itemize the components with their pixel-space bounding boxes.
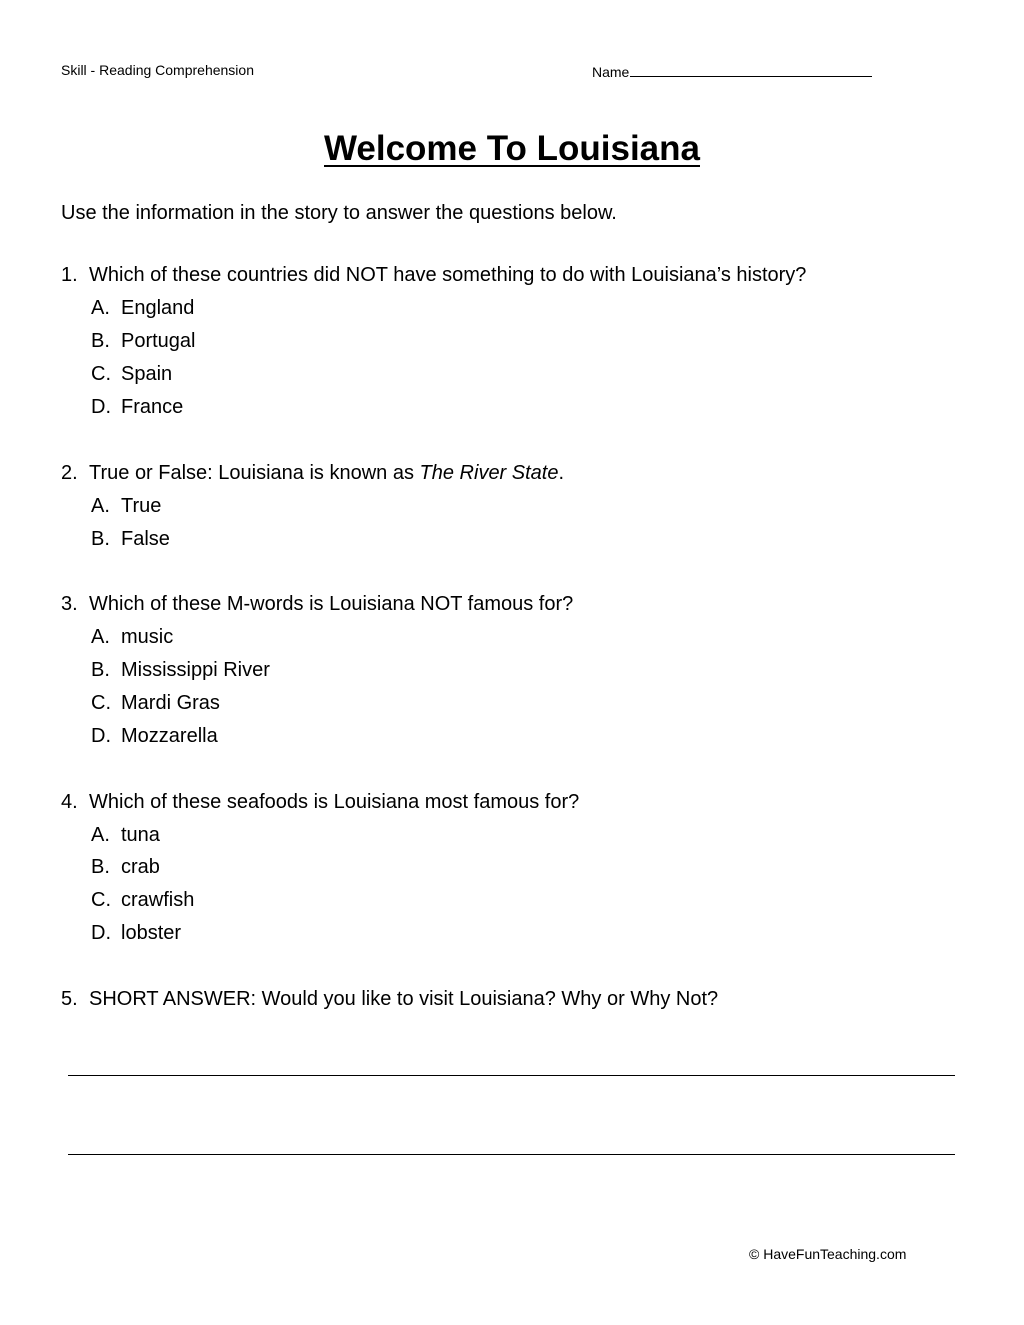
question-text: SHORT ANSWER: Would you like to visit Louisiana? Why or Why Not?	[89, 988, 719, 1010]
option-letter: D.	[91, 725, 111, 747]
question-number: 4.	[61, 791, 78, 813]
question-text: Which of these seafoods is Louisiana most famous for?	[89, 791, 580, 813]
option-text: Mississippi River	[121, 659, 270, 681]
question-text-italic: The River State	[419, 462, 559, 484]
answer-line[interactable]	[68, 1154, 955, 1155]
option	[91, 330, 196, 353]
option-text: music	[121, 626, 174, 648]
option-letter: A.	[91, 495, 110, 517]
question-text: Which of these M-words is Louisiana NOT famous for?	[89, 593, 574, 615]
option	[91, 856, 160, 879]
question-3	[61, 593, 573, 616]
question-number: 1.	[61, 264, 78, 286]
copyright-footer: © HaveFunTeaching.com	[749, 1246, 907, 1262]
option-letter: A.	[91, 297, 110, 319]
option-letter: B.	[91, 659, 110, 681]
option-text: tuna	[121, 824, 160, 846]
page-title-text: Welcome To Louisiana	[324, 129, 700, 168]
name-blank-line	[630, 62, 872, 77]
option-letter: A.	[91, 824, 110, 846]
skill-label: Skill - Reading Comprehension	[61, 62, 254, 78]
option-letter: A.	[91, 626, 110, 648]
option-text: Mozzarella	[121, 725, 218, 747]
option-letter: B.	[91, 330, 110, 352]
option	[91, 659, 270, 682]
option-letter: B.	[91, 856, 110, 878]
question-text: Which of these countries did NOT have something to do with Louisiana’s history?	[89, 264, 807, 286]
option-letter: C.	[91, 889, 111, 911]
question-text: True or False: Louisiana is known as	[89, 462, 420, 484]
option-text: True	[121, 495, 162, 517]
option	[91, 396, 183, 419]
option	[91, 725, 218, 748]
name-label: Name	[592, 64, 630, 80]
question-4	[61, 791, 579, 814]
option-text: False	[121, 528, 170, 550]
option-text: France	[121, 396, 184, 418]
option	[91, 495, 161, 518]
answer-line[interactable]	[68, 1075, 955, 1076]
name-field	[592, 62, 872, 80]
option	[91, 363, 172, 386]
option-text: Mardi Gras	[121, 692, 220, 714]
option-text: crawfish	[121, 889, 195, 911]
option	[91, 626, 173, 649]
question-5	[61, 988, 718, 1011]
option	[91, 528, 170, 551]
option	[91, 889, 194, 912]
question-1	[61, 264, 806, 287]
option-letter: D.	[91, 922, 111, 944]
option-text: Portugal	[121, 330, 196, 352]
instructions: Use the information in the story to answer the questions below.	[61, 202, 617, 224]
question-2	[61, 462, 564, 485]
option-letter: C.	[91, 363, 111, 385]
option-letter: C.	[91, 692, 111, 714]
option	[91, 824, 160, 847]
option	[91, 297, 194, 320]
option	[91, 692, 220, 715]
question-text-end: .	[558, 462, 565, 484]
option-text: lobster	[121, 922, 182, 944]
option	[91, 922, 181, 945]
question-number: 2.	[61, 462, 78, 484]
option-text: England	[121, 297, 195, 319]
option-text: crab	[121, 856, 160, 878]
question-number: 3.	[61, 593, 78, 615]
option-letter: D.	[91, 396, 111, 418]
question-number: 5.	[61, 988, 78, 1010]
option-letter: B.	[91, 528, 110, 550]
page-title	[0, 126, 1024, 172]
option-text: Spain	[121, 363, 173, 385]
